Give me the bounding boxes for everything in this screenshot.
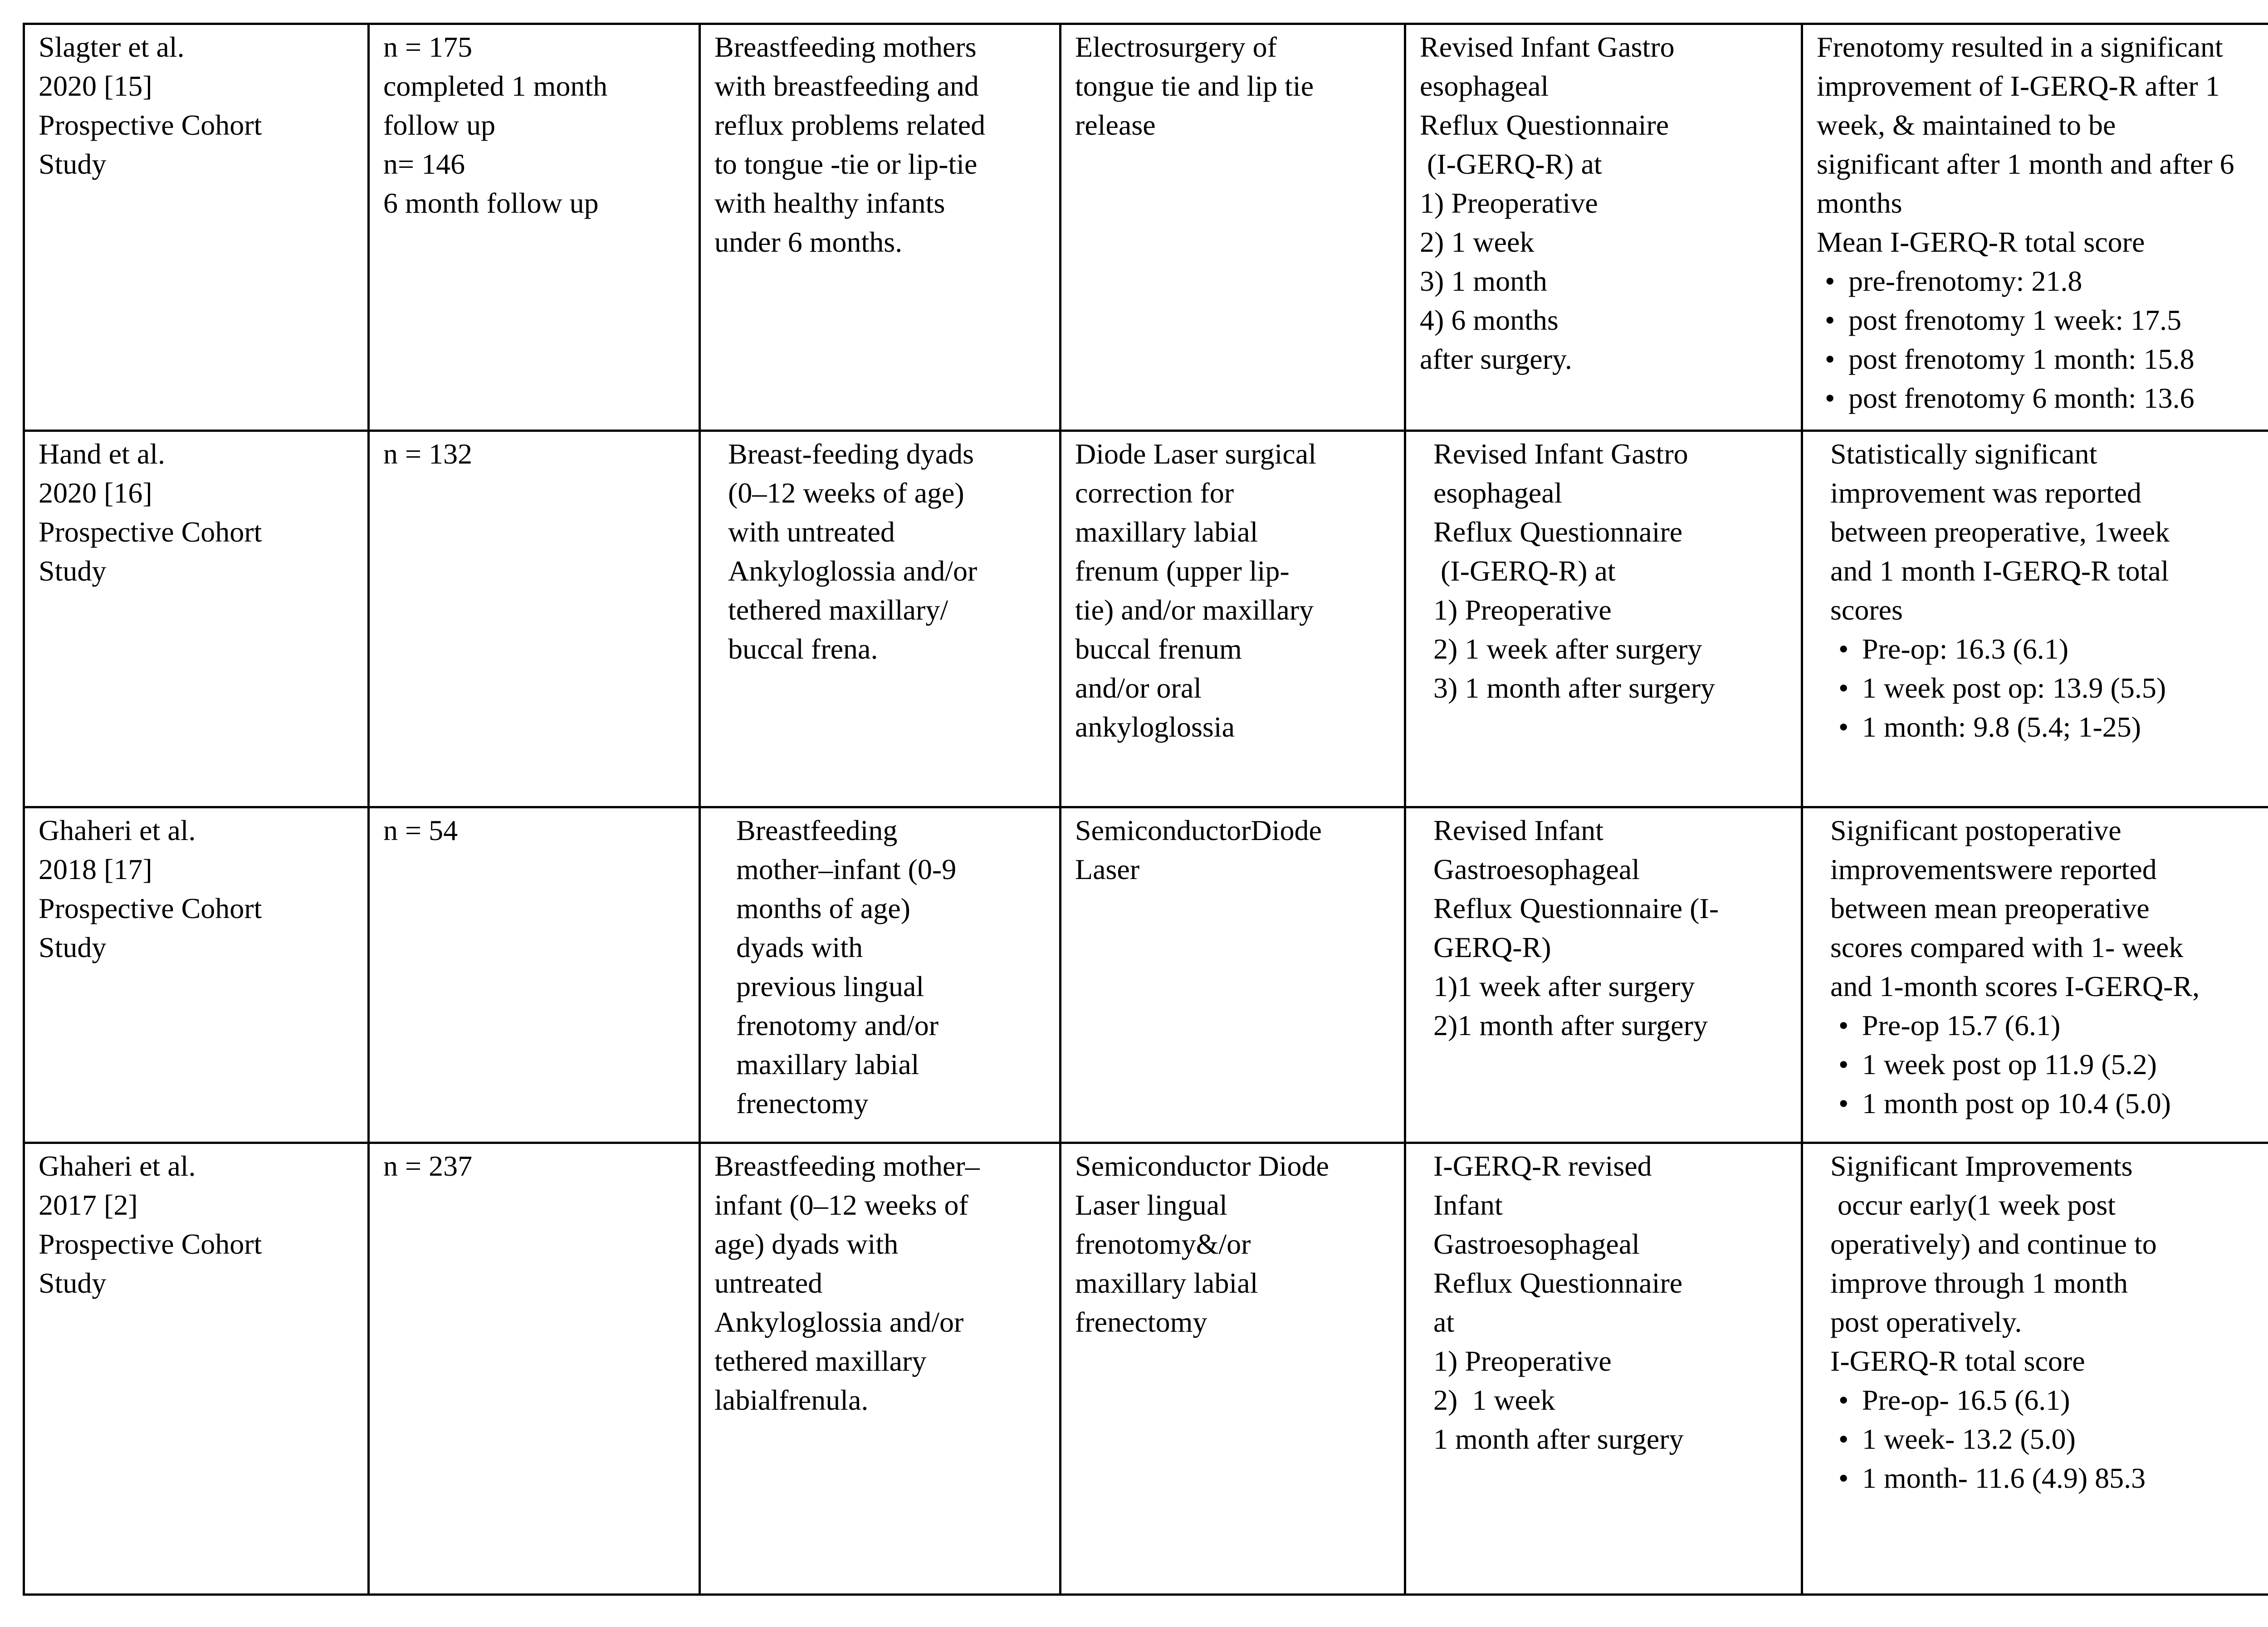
cell-line: 2018 [17] xyxy=(39,853,152,885)
cell-line: scores compared with 1- week xyxy=(1830,931,2184,963)
cell-line: tongue tie and lip tie xyxy=(1075,70,1314,102)
cell-line: Revised Infant Gastro xyxy=(1420,31,1675,63)
cell-line: significant after 1 month and after 6 xyxy=(1817,148,2234,180)
cell-line: correction for xyxy=(1075,477,1234,509)
cell-line: previous lingual xyxy=(736,970,924,1002)
cell-line: n = 237 xyxy=(383,1150,473,1182)
cell-line: • Pre-op- 16.5 (6.1) xyxy=(1830,1381,2268,1420)
cell-line: between preoperative, 1week xyxy=(1830,516,2170,548)
cell-line: 6 month follow up xyxy=(383,187,599,219)
table-row xyxy=(24,807,2268,1143)
cell-line: • Pre-op 15.7 (6.1) xyxy=(1830,1006,2268,1045)
cell-population xyxy=(700,431,1061,807)
cell-line: improvement was reported xyxy=(1830,477,2141,509)
cell-line: Breast-feeding dyads xyxy=(728,438,974,470)
cell-line: I-GERQ-R revised xyxy=(1433,1150,1652,1182)
cell-line: follow up xyxy=(383,109,496,141)
cell-sample xyxy=(369,431,700,807)
cell-line: 1) Preoperative xyxy=(1433,1345,1612,1377)
cell-line: Gastroesophageal xyxy=(1433,853,1640,885)
cell-line: Revised Infant xyxy=(1433,814,1603,846)
cell-line: n = 132 xyxy=(383,438,473,470)
cell-line: • 1 month: 9.8 (5.4; 1-25) xyxy=(1830,708,2268,747)
cell-line: Prospective Cohort xyxy=(39,516,262,548)
cell-line: frenotomy and/or xyxy=(736,1009,939,1041)
cell-line: Reflux Questionnaire xyxy=(1433,1267,1683,1299)
cell-line: buccal frenum xyxy=(1075,633,1242,665)
cell-line: and 1-month scores I-GERQ-R, xyxy=(1830,970,2200,1002)
cell-population xyxy=(700,1143,1061,1595)
cell-line: 2020 [16] xyxy=(39,477,152,509)
cell-line: n = 175 xyxy=(383,31,473,63)
cell-line: tethered maxillary xyxy=(714,1345,927,1377)
cell-line: • pre-frenotomy: 21.8 xyxy=(1817,262,2268,301)
cell-line: • post frenotomy 6 month: 13.6 xyxy=(1817,379,2268,418)
cell-study xyxy=(24,807,369,1143)
cell-line: dyads with xyxy=(736,931,863,963)
cell-results xyxy=(1802,1143,2268,1595)
cell-line: I-GERQ-R total score xyxy=(1830,1345,2085,1377)
cell-line: 4) 6 months xyxy=(1420,304,1559,336)
cell-line: Statistically significant xyxy=(1830,438,2097,470)
cell-line: Diode Laser surgical xyxy=(1075,438,1316,470)
cell-line: Reflux Questionnaire (I- xyxy=(1433,892,1719,924)
cell-line: Study xyxy=(39,931,107,963)
cell-study xyxy=(24,1143,369,1595)
cell-line: infant (0–12 weeks of xyxy=(714,1189,968,1221)
cell-line: 1) Preoperative xyxy=(1420,187,1598,219)
cell-line: Reflux Questionnaire xyxy=(1433,516,1683,548)
cell-line: improvement of I-GERQ-R after 1 xyxy=(1817,70,2220,102)
cell-line: to tongue -tie or lip-tie xyxy=(714,148,978,180)
cell-line: Laser lingual xyxy=(1075,1189,1227,1221)
cell-line: 1) Preoperative xyxy=(1433,594,1612,626)
cell-line: Study xyxy=(39,148,107,180)
cell-line: months xyxy=(1817,187,1902,219)
cell-line: Ghaheri et al. xyxy=(39,1150,196,1182)
cell-line: Significant postoperative xyxy=(1830,814,2121,846)
cell-line: Gastroesophageal xyxy=(1433,1228,1640,1260)
cell-line: 2) 1 week xyxy=(1420,226,1535,258)
cell-line: Revised Infant Gastro xyxy=(1433,438,1688,470)
cell-line: Breastfeeding mother– xyxy=(714,1150,980,1182)
cell-line: Breastfeeding mothers xyxy=(714,31,977,63)
cell-line: between mean preoperative xyxy=(1830,892,2150,924)
cell-line: esophageal xyxy=(1433,477,1563,509)
cell-line: GERQ-R) xyxy=(1433,931,1551,963)
cell-line: SemiconductorDiode xyxy=(1075,814,1322,846)
cell-line: n = 54 xyxy=(383,814,458,846)
cell-intervention xyxy=(1061,431,1405,807)
cell-line: 3) 1 month xyxy=(1420,265,1547,297)
cell-line: frenectomy xyxy=(736,1087,869,1119)
cell-line: 1 month after surgery xyxy=(1433,1423,1684,1455)
cell-line: week, & maintained to be xyxy=(1817,109,2116,141)
cell-line: n= 146 xyxy=(383,148,465,180)
cell-outcome-measure xyxy=(1405,807,1802,1143)
cell-line: buccal frena. xyxy=(728,633,878,665)
cell-line: 2) 1 week after surgery xyxy=(1433,633,1702,665)
cell-line: Frenotomy resulted in a significant xyxy=(1817,31,2223,63)
cell-line: (I-GERQ-R) at xyxy=(1433,555,1616,587)
cell-line: • 1 week post op: 13.9 (5.5) xyxy=(1830,669,2268,708)
cell-line: scores xyxy=(1830,594,1903,626)
cell-line: after surgery. xyxy=(1420,343,1572,375)
cell-line: labialfrenula. xyxy=(714,1384,869,1416)
cell-line: Ankyloglossia and/or xyxy=(728,555,978,587)
cell-line: Prospective Cohort xyxy=(39,109,262,141)
cell-sample xyxy=(369,24,700,431)
cell-line: release xyxy=(1075,109,1156,141)
cell-line: Prospective Cohort xyxy=(39,1228,262,1260)
cell-line: at xyxy=(1433,1306,1455,1338)
cell-line: improve through 1 month xyxy=(1830,1267,2128,1299)
cell-line: 2) 1 week xyxy=(1433,1384,1555,1416)
cell-line: and/or oral xyxy=(1075,672,1202,704)
cell-line: 3) 1 month after surgery xyxy=(1433,672,1715,704)
cell-line: months of age) xyxy=(736,892,910,924)
cell-line: with untreated xyxy=(728,516,895,548)
cell-line: Slagter et al. xyxy=(39,31,185,63)
cell-line: Significant Improvements xyxy=(1830,1150,2133,1182)
cell-line: untreated xyxy=(714,1267,823,1299)
cell-line: frenectomy xyxy=(1075,1306,1207,1338)
cell-line: 1)1 week after surgery xyxy=(1433,970,1695,1002)
cell-results xyxy=(1802,431,2268,807)
cell-line: under 6 months. xyxy=(714,226,903,258)
cell-outcome-measure xyxy=(1405,431,1802,807)
cell-line: with healthy infants xyxy=(714,187,945,219)
cell-line: tie) and/or maxillary xyxy=(1075,594,1314,626)
cell-intervention xyxy=(1061,807,1405,1143)
cell-line: with breastfeeding and xyxy=(714,70,979,102)
cell-line: Breastfeeding xyxy=(736,814,898,846)
cell-line: 2)1 month after surgery xyxy=(1433,1009,1708,1041)
table-row xyxy=(24,24,2268,431)
cell-line: completed 1 month xyxy=(383,70,608,102)
cell-intervention xyxy=(1061,1143,1405,1595)
cell-line: Mean I-GERQ-R total score xyxy=(1817,226,2145,258)
cell-line: improvementswere reported xyxy=(1830,853,2157,885)
cell-intervention xyxy=(1061,24,1405,431)
cell-line: (0–12 weeks of age) xyxy=(728,477,964,509)
cell-line: Study xyxy=(39,1267,107,1299)
cell-line: and 1 month I-GERQ-R total xyxy=(1830,555,2169,587)
cell-line: maxillary labial xyxy=(736,1048,919,1080)
cell-line: 2017 [2] xyxy=(39,1189,138,1221)
cell-population xyxy=(700,807,1061,1143)
cell-sample xyxy=(369,807,700,1143)
cell-study xyxy=(24,24,369,431)
cell-outcome-measure xyxy=(1405,1143,1802,1595)
cell-results xyxy=(1802,807,2268,1143)
cell-line: age) dyads with xyxy=(714,1228,899,1260)
cell-line: maxillary labial xyxy=(1075,516,1258,548)
cell-line: Prospective Cohort xyxy=(39,892,262,924)
cell-line: Study xyxy=(39,555,107,587)
cell-line: Infant xyxy=(1433,1189,1503,1221)
table-row xyxy=(24,431,2268,807)
table-row xyxy=(24,1143,2268,1595)
cell-line: tethered maxillary/ xyxy=(728,594,948,626)
cell-line: Laser xyxy=(1075,853,1140,885)
cell-line: reflux problems related xyxy=(714,109,986,141)
cell-line: Electrosurgery of xyxy=(1075,31,1277,63)
cell-line: Reflux Questionnaire xyxy=(1420,109,1669,141)
cell-line: • 1 month post op 10.4 (5.0) xyxy=(1830,1084,2268,1123)
cell-line: Semiconductor Diode xyxy=(1075,1150,1329,1182)
cell-line: mother–infant (0-9 xyxy=(736,853,957,885)
cell-line: 2020 [15] xyxy=(39,70,152,102)
cell-line: ankyloglossia xyxy=(1075,711,1235,743)
cell-line: occur early(1 week post xyxy=(1830,1189,2116,1221)
cell-line: esophageal xyxy=(1420,70,1549,102)
cell-line: • 1 month- 11.6 (4.9) 85.3 xyxy=(1830,1459,2268,1498)
cell-sample xyxy=(369,1143,700,1595)
cell-line: maxillary labial xyxy=(1075,1267,1258,1299)
cell-outcome-measure xyxy=(1405,24,1802,431)
cell-line: • 1 week post op 11.9 (5.2) xyxy=(1830,1045,2268,1084)
evidence-table xyxy=(23,23,2268,1596)
cell-line: frenum (upper lip- xyxy=(1075,555,1290,587)
cell-population xyxy=(700,24,1061,431)
cell-line: frenotomy&/or xyxy=(1075,1228,1251,1260)
cell-results xyxy=(1802,24,2268,431)
cell-line: Hand et al. xyxy=(39,438,165,470)
cell-line: Ghaheri et al. xyxy=(39,814,196,846)
cell-line: • post frenotomy 1 week: 17.5 xyxy=(1817,301,2268,340)
cell-line: post operatively. xyxy=(1830,1306,2022,1338)
cell-line: • 1 week- 13.2 (5.0) xyxy=(1830,1420,2268,1459)
cell-line: • Pre-op: 16.3 (6.1) xyxy=(1830,630,2268,669)
cell-line: • post frenotomy 1 month: 15.8 xyxy=(1817,340,2268,379)
cell-line: (I-GERQ-R) at xyxy=(1420,148,1602,180)
cell-study xyxy=(24,431,369,807)
cell-line: operatively) and continue to xyxy=(1830,1228,2157,1260)
cell-line: Ankyloglossia and/or xyxy=(714,1306,964,1338)
